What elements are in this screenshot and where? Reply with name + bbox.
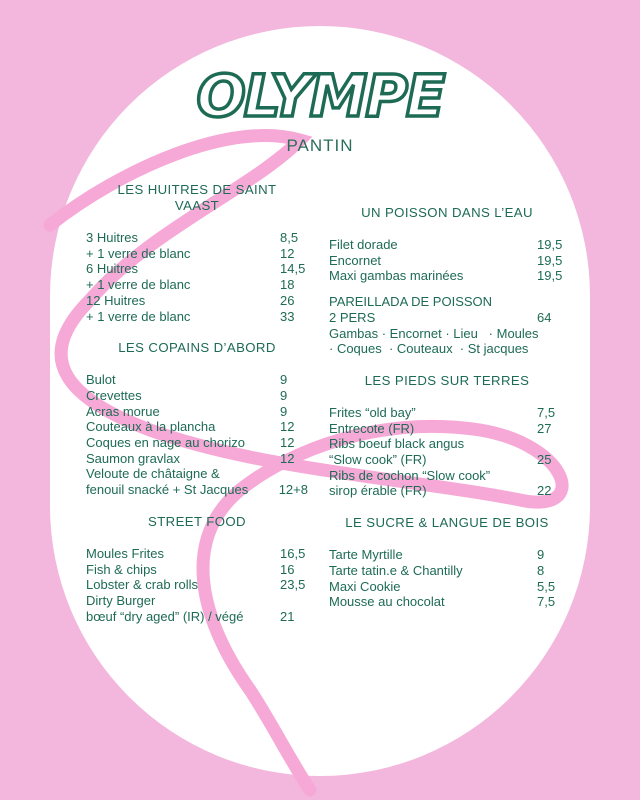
- list-item: Filet dorade 19,5: [329, 237, 563, 252]
- list-sucre: [329, 547, 565, 610]
- list-item: Lobster & crab rolls 23,5: [86, 577, 306, 593]
- list-copains: [86, 372, 308, 498]
- list-item: 3 Huitres 8,5: [86, 230, 299, 245]
- list-item: bœuf “dry aged” (IR) / végé 21: [86, 608, 295, 624]
- list-item: Couteaux à la plancha 12: [86, 419, 295, 435]
- left-column: [86, 182, 308, 624]
- spacer: [329, 284, 565, 294]
- list-item: Maxi gambas marinées 19,5: [329, 268, 563, 284]
- svg-text:OLYMPE: OLYMPE: [196, 64, 444, 130]
- pareillada-block: [329, 294, 565, 357]
- list-item: Dirty Burger: [86, 592, 156, 608]
- list-item: Ribs de cochon “Slow cook”: [329, 467, 491, 483]
- location-subtitle: PANTIN: [286, 136, 354, 155]
- list-item: Coques en nage au chorizo 12: [86, 435, 295, 451]
- list-item: Moules Frites 16,5: [86, 545, 306, 561]
- list-item: + 1 verre de blanc 33: [86, 308, 295, 324]
- list-item: 6 Huitres 14,5: [86, 261, 306, 277]
- list-item: Crevettes 9: [86, 387, 288, 403]
- section-title-copains: LES COPAINS D’ABORD: [118, 340, 276, 356]
- list-item: Tarte tatin.e & Chantilly 8: [329, 562, 545, 578]
- list-item: Maxi Cookie 5,5: [329, 578, 556, 594]
- list-item: sirop érable (FR) 22: [329, 483, 552, 499]
- list-item: Fish & chips 16: [86, 561, 295, 577]
- list-huitres: [86, 230, 308, 324]
- list-item: PAREILLADA DE POISSON: [329, 294, 493, 310]
- spacer: [329, 357, 565, 373]
- list-item: Bulot 9: [86, 372, 288, 388]
- section-title-poisson: UN POISSON DANS L’EAU: [361, 205, 533, 220]
- list-item: “Slow cook” (FR) 25: [329, 452, 552, 468]
- list-item: Gambas · Encornet · Lieu · Moules: [329, 325, 539, 341]
- list-item: 2 PERS 64: [329, 309, 552, 325]
- right-column: [329, 205, 565, 610]
- list-item: · Coques · Couteaux · St jacques: [329, 341, 529, 357]
- list-item: Entrecote (FR) 27: [329, 420, 552, 436]
- list-street-food: [86, 546, 308, 625]
- spacer: [86, 324, 308, 340]
- list-item: Saumon gravlax 12: [86, 450, 295, 466]
- list-item: + 1 verre de blanc 18: [86, 277, 295, 293]
- list-item: Veloute de châtaigne &: [86, 466, 220, 482]
- list-pieds: [329, 405, 565, 499]
- list-item: fenouil snacké + St Jacques 12+8: [86, 482, 308, 498]
- section-title-pieds: LES PIEDS SUR TERRES: [364, 372, 530, 388]
- section-title-street-food: STREET FOOD: [148, 513, 246, 529]
- section-title-sucre: LE SUCRE & LANGUE DE BOIS: [345, 515, 549, 531]
- list-poisson: [329, 237, 565, 284]
- spacer: [86, 498, 308, 514]
- list-item: Acras morue 9: [86, 403, 288, 419]
- spacer: [329, 499, 565, 515]
- list-item: Ribs boeuf black angus: [329, 436, 465, 452]
- list-item: Frites “old bay” 7,5: [329, 404, 556, 420]
- olympe-logo-icon: [170, 64, 470, 134]
- list-item: Mousse au chocolat 7,5: [329, 594, 556, 610]
- list-item: + 1 verre de blanc 12: [86, 245, 295, 261]
- list-item: 12 Huitres 26: [86, 292, 295, 308]
- section-title-huitres: LES HUITRES DE SAINT VAAST: [117, 182, 277, 213]
- list-item: Encornet 19,5: [329, 252, 563, 268]
- logo: [0, 64, 640, 134]
- list-item: Tarte Myrtille 9: [329, 547, 545, 563]
